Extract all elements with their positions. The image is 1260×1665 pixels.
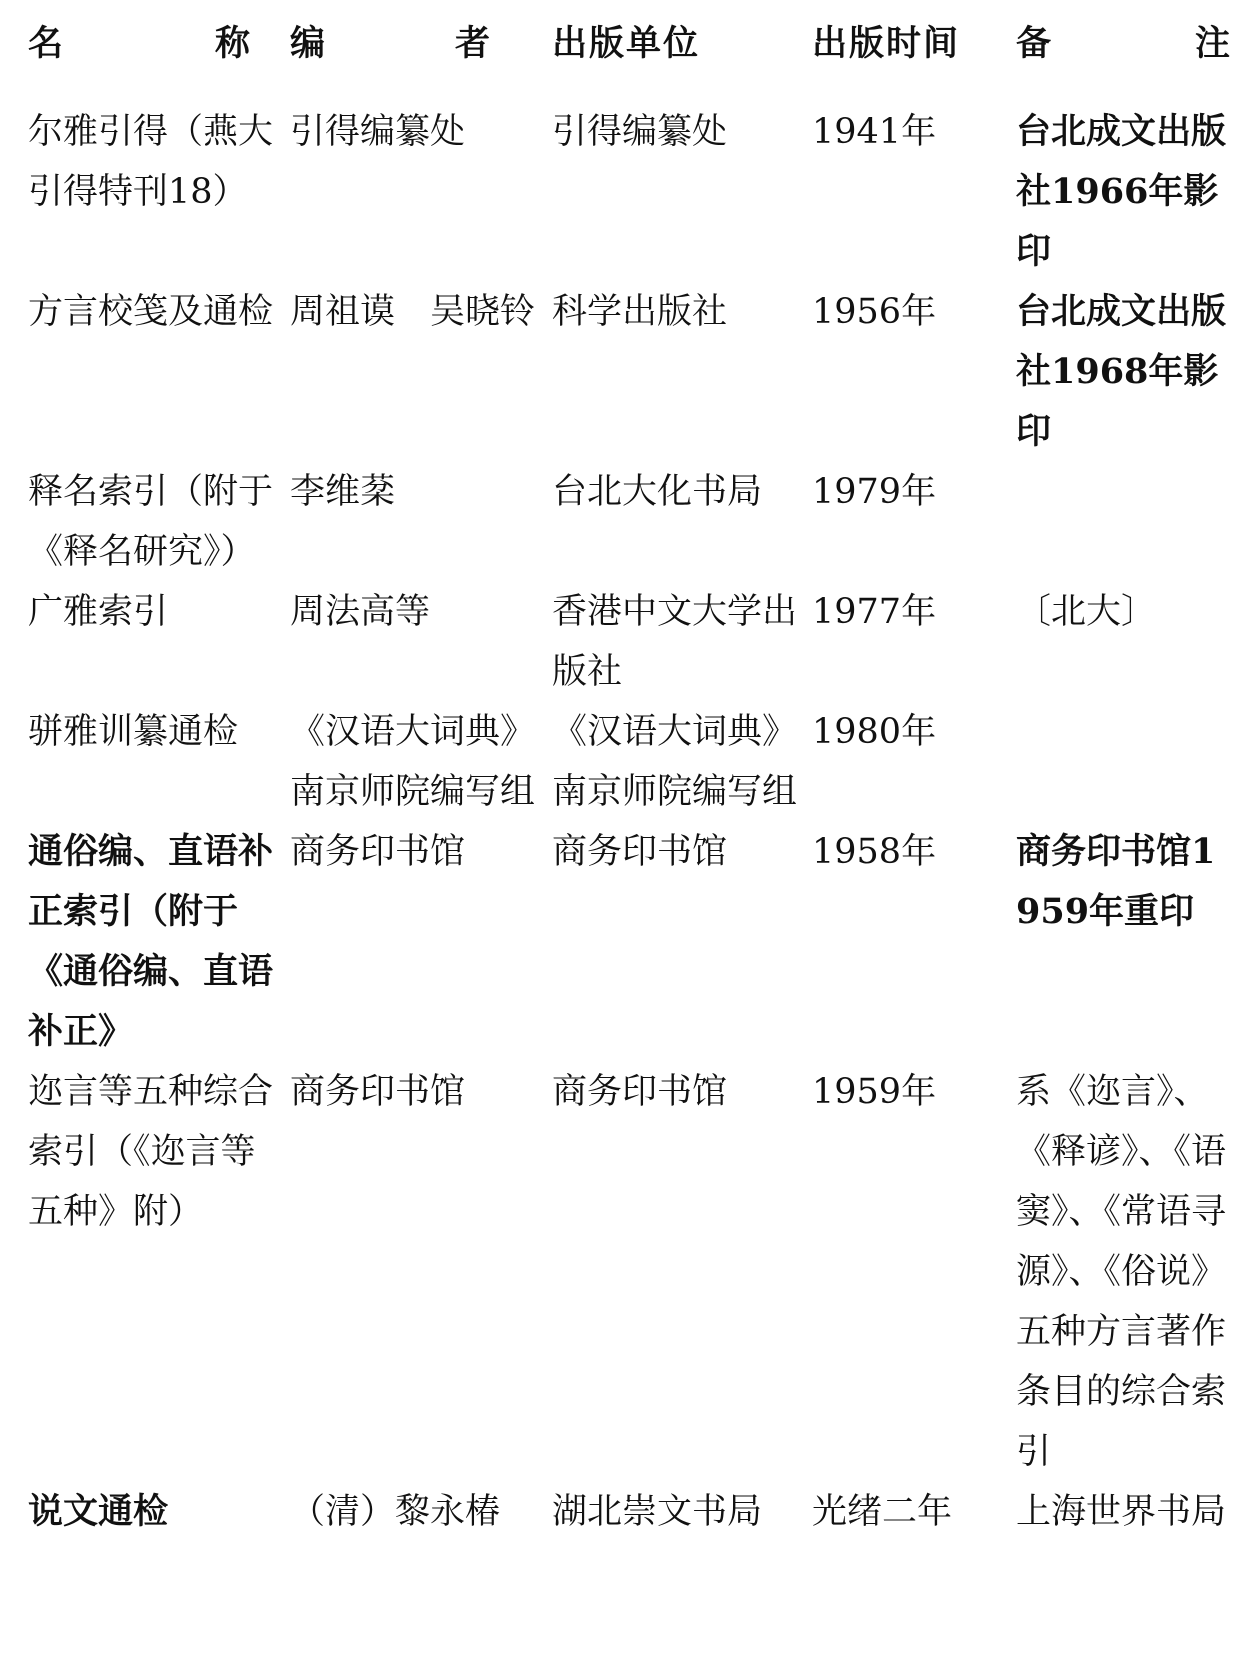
cell-editor: 周祖谟 吴晓铃 [290,292,536,332]
cell-editor: 周法高等 [290,592,431,632]
cell-publisher: 引得编纂处 [552,112,728,152]
header-date-label: 出版时间 [812,24,961,64]
cell-name: 尔雅引得（燕大引得特刊18） [28,112,274,212]
header-publisher [552,14,812,102]
cell-publisher: 科学出版社 [552,292,728,332]
cell-note: 系《迩言》、《释谚》、《语窦》、《常语寻源》、《俗说》五种方言著作条目的综合索引 [1016,1072,1227,1472]
cell-note: 台北成文出版社1968年影印 [1016,291,1227,452]
header-row [28,14,1238,102]
table-body [28,102,1238,1542]
header-editor [290,14,552,102]
cell-note [1016,462,1238,582]
cell-editor: 李维棻 [290,472,396,512]
cell-note: 〔北大〕 [1016,592,1157,632]
table-row [28,1482,1238,1542]
cell-date: 1979年 [812,472,937,512]
cell-name: 通俗编、直语补正索引（附于《通俗编、直语补正》 [28,831,274,1052]
cell-date: 1980年 [812,712,937,752]
header-name-label: 名 称 [28,24,250,64]
cell-name: 说文通检 [28,1491,169,1532]
cell-editor: 《汉语大词典》南京师院编写组 [290,712,536,812]
cell-publisher: 香港中文大学出版社 [552,592,798,692]
table-row [28,1062,1238,1482]
table-row [28,282,1238,462]
header-note [1016,14,1238,102]
table-header [28,14,1238,102]
cell-publisher: 台北大化书局 [552,472,763,512]
cell-date: 1941年 [812,112,937,152]
cell-name: 释名索引（附于《释名研究》） [28,472,274,572]
table-row [28,582,1238,702]
cell-name: 骈雅训纂通检 [28,712,239,752]
cell-publisher: 商务印书馆 [552,832,728,872]
cell-note: 商务印书馆1959年重印 [1016,831,1216,932]
table-row [28,822,1238,1062]
cell-name: 方言校笺及通检 [28,292,274,332]
cell-editor: （清）黎永椿 [290,1492,501,1532]
table-row [28,102,1238,282]
header-date [812,14,1016,102]
cell-note: 台北成文出版社1966年影印 [1016,111,1227,272]
cell-publisher: 商务印书馆 [552,1072,728,1112]
table-row [28,462,1238,582]
index-table [28,14,1238,1542]
cell-note: 上海世界书局 [1016,1492,1227,1532]
cell-date: 1956年 [812,292,937,332]
cell-publisher: 湖北崇文书局 [552,1492,763,1532]
header-note-label: 备 注 [1016,24,1230,64]
cell-publisher: 《汉语大词典》南京师院编写组 [552,712,798,812]
cell-note [1016,702,1238,822]
header-name [28,14,290,102]
cell-editor: 引得编纂处 [290,112,466,152]
cell-name: 迩言等五种综合索引（《迩言等五种》附） [28,1072,274,1232]
cell-date: 1959年 [812,1072,937,1112]
cell-date: 1958年 [812,832,937,872]
cell-date: 光绪二年 [812,1492,953,1532]
cell-date: 1977年 [812,592,937,632]
table-row [28,702,1238,822]
cell-name: 广雅索引 [28,592,169,632]
header-publisher-label: 出版单位 [552,24,701,64]
cell-editor: 商务印书馆 [290,1072,466,1112]
cell-editor: 商务印书馆 [290,832,466,872]
header-editor-label: 编 者 [290,24,490,64]
